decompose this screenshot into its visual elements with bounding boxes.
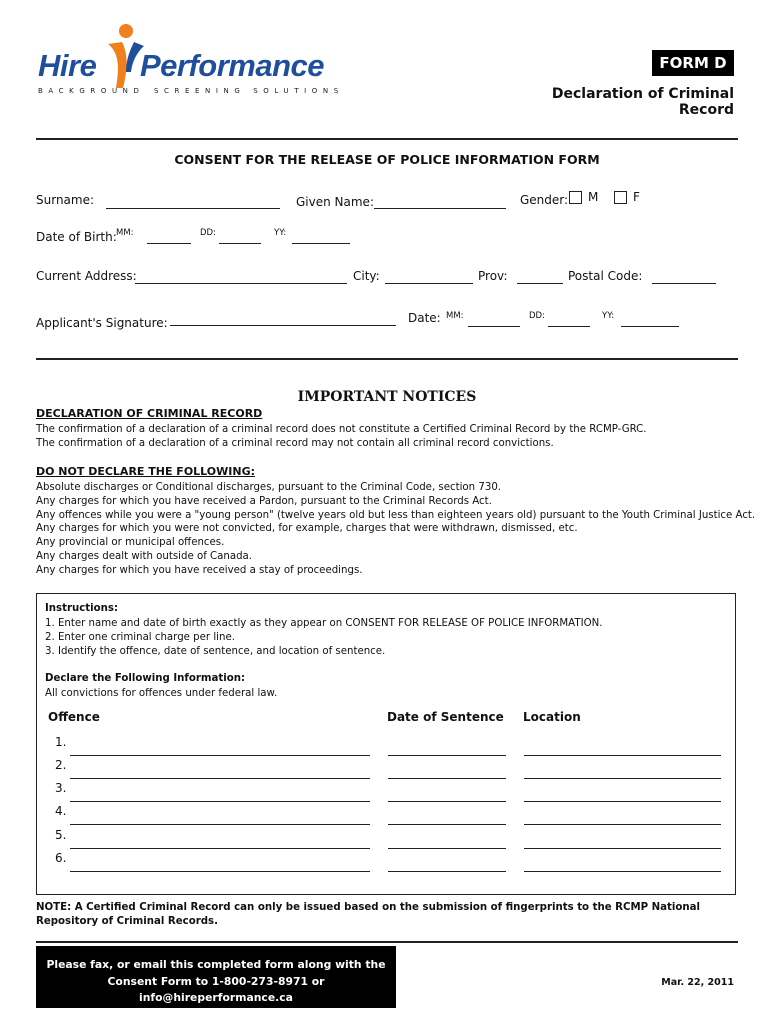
declare-text: All convictions for offences under federal law.: [45, 688, 278, 699]
fax-line-1: Please fax, or email this completed form along with the: [46, 958, 386, 971]
gender-f-label: F: [633, 190, 640, 204]
offence-field[interactable]: [70, 871, 370, 872]
fingerprint-note: NOTE: A Certified Criminal Record can only be issued based on the submission of fingerprints to the RCMP National Repository of Criminal Records.: [36, 902, 701, 927]
declaration-text: [36, 423, 647, 451]
list-item: Absolute discharges or Conditional discharges, pursuant to the Criminal Code, section 730.: [36, 482, 502, 493]
divider-bottom: [36, 941, 738, 943]
list-item: 1. Enter name and date of birth exactly as they appear on CONSENT FOR RELEASE OF POLICE INFORMATION.: [45, 618, 603, 629]
divider-top: [36, 138, 738, 140]
location-field[interactable]: [524, 848, 721, 849]
declaration-line: The confirmation of a declaration of a criminal record may not contain all criminal record convictions.: [36, 437, 554, 449]
sign-date-yy-label: YY:: [602, 311, 615, 321]
logo-tagline-left: BACKGROUND: [38, 87, 145, 95]
gender-m-checkbox[interactable]: [569, 191, 582, 204]
instructions-list: [45, 617, 602, 658]
row-number: 5.: [55, 828, 67, 842]
sign-date-dd-field[interactable]: [548, 326, 590, 327]
list-item: 3. Identify the offence, date of sentence, and location of sentence.: [45, 645, 386, 657]
important-notices-title: IMPORTANT NOTICES: [297, 389, 477, 405]
form-badge: FORM D: [652, 50, 734, 76]
list-item: 2. Enter one criminal charge per line.: [45, 631, 235, 643]
dob-yy-field[interactable]: [292, 243, 350, 244]
gender-label: Gender:: [520, 193, 569, 207]
dob-mm-label: MM:: [116, 228, 134, 238]
col-location: Location: [523, 710, 581, 724]
address-label: Current Address:: [36, 269, 137, 283]
date-of-sentence-field[interactable]: [388, 755, 506, 756]
sign-date-yy-field[interactable]: [621, 326, 679, 327]
location-field[interactable]: [524, 778, 721, 779]
sign-date-mm-field[interactable]: [468, 326, 520, 327]
row-number: 4.: [55, 804, 67, 818]
location-field[interactable]: [524, 801, 721, 802]
surname-field[interactable]: [106, 208, 280, 209]
declare-heading: Declare the Following Information:: [45, 673, 246, 684]
logo: [36, 22, 344, 102]
postal-code-label: Postal Code:: [568, 269, 643, 283]
do-not-declare-list: [36, 481, 755, 578]
sign-date-dd-label: DD:: [529, 311, 545, 321]
list-item: Any provincial or municipal offences.: [36, 537, 225, 549]
revision-date: Mar. 22, 2011: [661, 977, 734, 988]
gender-m-label: M: [588, 190, 599, 204]
row-number: 1.: [55, 735, 67, 749]
dob-yy-label: YY:: [274, 228, 287, 238]
gender-f-checkbox[interactable]: [614, 191, 627, 204]
date-of-sentence-field[interactable]: [388, 778, 506, 779]
signature-field[interactable]: [170, 325, 396, 326]
do-not-declare-heading: DO NOT DECLARE THE FOLLOWING:: [36, 465, 256, 478]
prov-label: Prov:: [478, 269, 508, 283]
row-number: 3.: [55, 781, 67, 795]
dob-dd-label: DD:: [200, 228, 216, 238]
logo-tagline-right: SCREENING SOLUTIONS: [154, 87, 344, 95]
list-item: Any charges for which you were not convicted, for example, charges that were withdrawn, dismissed, etc.: [36, 523, 578, 535]
offence-field[interactable]: [70, 778, 370, 779]
fax-instructions-box: [36, 946, 396, 1008]
declaration-line: The confirmation of a declaration of a criminal record does not constitute a Certified Criminal Record by the RCMP-GRC.: [36, 424, 647, 435]
city-label: City:: [353, 269, 380, 283]
list-item: Any charges for which you have received a stay of proceedings.: [36, 564, 363, 576]
offence-field[interactable]: [70, 848, 370, 849]
given-name-label: Given Name:: [296, 195, 374, 209]
divider-middle: [36, 358, 738, 360]
list-item: Any charges for which you have received a Pardon, pursuant to the Criminal Records Act.: [36, 495, 492, 507]
offence-field[interactable]: [70, 801, 370, 802]
logo-word-performance: Performance: [140, 48, 325, 83]
offence-field[interactable]: [70, 824, 370, 825]
date-of-sentence-field[interactable]: [388, 848, 506, 849]
signature-label: Applicant's Signature:: [36, 316, 168, 330]
city-field[interactable]: [385, 283, 473, 284]
list-item: Any offences while you were a "young person" (twelve years old but less than eighteen years old) pursuant to the Youth Criminal Justice Act.: [36, 509, 756, 521]
location-field[interactable]: [524, 824, 721, 825]
list-item: Any charges dealt with outside of Canada.: [36, 550, 253, 562]
dob-dd-field[interactable]: [219, 243, 261, 244]
prov-field[interactable]: [517, 283, 563, 284]
row-number: 2.: [55, 758, 67, 772]
dob-label: Date of Birth:: [36, 230, 117, 244]
given-name-field[interactable]: [374, 208, 506, 209]
row-number: 6.: [55, 851, 67, 865]
col-offence: Offence: [48, 710, 100, 724]
sign-date-label: Date:: [408, 311, 441, 325]
surname-label: Surname:: [36, 193, 95, 207]
col-date-of-sentence: Date of Sentence: [387, 710, 504, 724]
consent-title: CONSENT FOR THE RELEASE OF POLICE INFORMATION FORM: [174, 152, 600, 167]
location-field[interactable]: [524, 755, 721, 756]
postal-code-field[interactable]: [652, 283, 716, 284]
date-of-sentence-field[interactable]: [388, 824, 506, 825]
dob-mm-field[interactable]: [147, 243, 191, 244]
address-field[interactable]: [135, 283, 347, 284]
sign-date-mm-label: MM:: [446, 311, 464, 321]
fax-line-2: Consent Form to 1-800-273-8971 or info@hireperformance.ca: [107, 974, 325, 1004]
declaration-heading: DECLARATION OF CRIMINAL RECORD: [36, 407, 263, 420]
date-of-sentence-field[interactable]: [388, 801, 506, 802]
page-title: Declaration of Criminal Record: [551, 86, 734, 118]
logo-word-hire: Hire: [38, 48, 97, 83]
offence-field[interactable]: [70, 755, 370, 756]
date-of-sentence-field[interactable]: [388, 871, 506, 872]
instructions-heading: Instructions:: [45, 603, 119, 614]
location-field[interactable]: [524, 871, 721, 872]
